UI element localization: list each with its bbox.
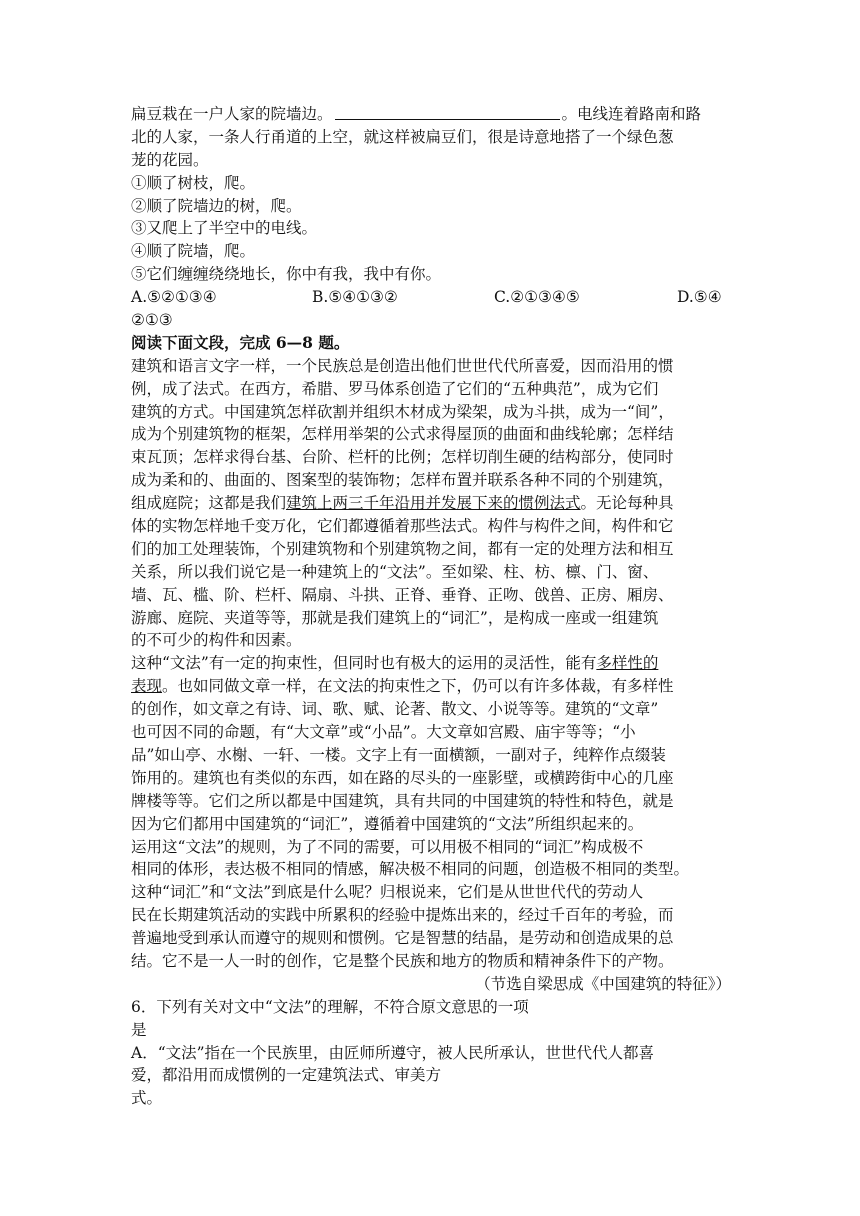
passage-line bbox=[131, 652, 731, 675]
question-6-stem-cont: 是 bbox=[131, 1020, 147, 1039]
passage-line: 例，成了法式。在西方，希腊、罗马体系创造了它们的“五种典范”，成为它们 bbox=[131, 379, 659, 398]
text: 扁豆栽在一户人家的院墙边。 bbox=[131, 105, 333, 123]
option-d-continuation: ②①③ bbox=[131, 311, 173, 330]
passage-line: 因为它们都用中国建筑的“词汇”，遵循着中国建筑的“文法”所组织起来的。 bbox=[131, 814, 644, 833]
passage-line bbox=[131, 675, 731, 698]
passage-line: 普遍地受到承认而遵守的规则和惯例。它是智慧的结晶，是劳动和创造成果的总 bbox=[131, 929, 674, 948]
option-a[interactable]: A.⑤②①③④ bbox=[131, 288, 217, 307]
text: 。电线连着路南和路 bbox=[561, 105, 702, 123]
intro-line-3: 茏的花园。 bbox=[131, 150, 209, 169]
text: 。无论每种具 bbox=[580, 494, 674, 513]
intro-item-1: ①顺了树枝，爬。 bbox=[131, 173, 256, 192]
passage-line: 相同的体形，表达极不相同的情感，解决极不相同的问题，创造极不相同的类型。 bbox=[131, 860, 690, 879]
passage-line: 结。它不是一人一时的创作，它是整个民族和地方的物质和精神条件下的产物。 bbox=[131, 951, 674, 970]
passage-line: 牌楼等等。它们之所以都是中国建筑，具有共同的中国建筑的特性和特色，就是 bbox=[131, 791, 674, 810]
answer-blank[interactable] bbox=[335, 103, 560, 120]
intro-item-2: ②顺了院墙边的树，爬。 bbox=[131, 196, 302, 215]
passage-line: 束瓦顶；怎样求得台基、台阶、栏杆的比例；怎样切削生硬的结构部分，使同时 bbox=[131, 448, 674, 467]
intro-item-4: ④顺了院墙，爬。 bbox=[131, 242, 256, 261]
underlined-phrase: 表现 bbox=[131, 677, 163, 696]
passage-line: 成为个别建筑物的框架，怎样用举架的公式求得屋顶的曲面和曲线轮廓；怎样结 bbox=[131, 425, 674, 444]
text: 。也如同做文章一样，在文法的拘束性之下，仍可以有许多体裁，有多样性 bbox=[162, 677, 674, 696]
passage-line: 饰用的。建筑也有类似的东西，如在路的尽头的一座影壁，或横跨街中心的几座 bbox=[131, 768, 674, 787]
text: （节选自梁思成《中国建筑的特征》） bbox=[475, 974, 731, 993]
source-citation bbox=[131, 973, 731, 996]
option-d[interactable]: D.⑤④ bbox=[677, 288, 722, 307]
text: 组成庭院；这都是我们 bbox=[131, 494, 287, 513]
option-c[interactable]: C.②①③④⑤ bbox=[494, 288, 580, 307]
intro-line-1 bbox=[131, 103, 731, 126]
passage-line: 建筑的方式。中国建筑怎样砍割并组织木材成为梁架，成为斗拱，成为一“间”， bbox=[131, 402, 674, 421]
intro-line-2: 北的人家，一条人行甬道的上空，就这样被扁豆们，很是诗意地搭了一个绿色葱 bbox=[131, 127, 674, 146]
passage-line: 们的加工处理装饰，个别建筑物和个别建筑物之间，都有一定的处理方法和相互 bbox=[131, 539, 674, 558]
passage-line: 品”如山亭、水榭、一轩、一楼。文字上有一面横额，一副对子，纯粹作点缀装 bbox=[131, 745, 666, 764]
option-b[interactable]: B.⑤④①③② bbox=[312, 288, 398, 307]
passage-line: 运用这“文法”的规则，为了不同的需要，可以用极不相同的“词汇”构成极不 bbox=[131, 837, 644, 856]
question-6-option-a-cont: 爱，都沿用而成惯例的一定建筑法式、审美方 bbox=[131, 1066, 442, 1085]
document-page bbox=[131, 103, 731, 1110]
passage-line: 成为柔和的、曲面的、图案型的装饰物；怎样布置并联系各种不同的个别建筑， bbox=[131, 471, 674, 490]
section-heading: 阅读下面文段，完成 6—8 题。 bbox=[131, 332, 350, 352]
passage-line: 的不可少的构件和因素。 bbox=[131, 631, 302, 650]
question-6-stem: 6．下列有关对文中“文法”的理解，不符合原文意思的一项 bbox=[131, 997, 529, 1016]
passage-line: 建筑和语言文字一样，一个民族总是创造出他们世世代代所喜爱，因而沿用的惯 bbox=[131, 356, 674, 375]
passage-line: 体的实物怎样地千变万化，它们都遵循着那些法式。构件与构件之间，构件和它 bbox=[131, 517, 674, 536]
question-6-option-a: A．“文法”指在一个民族里，由匠师所遵守，被人民所承认，世世代代人都喜 bbox=[131, 1043, 655, 1062]
passage-line bbox=[131, 492, 731, 515]
question-6-option-a-cont: 式。 bbox=[131, 1089, 163, 1108]
passage-line: 关系，所以我们说它是一种建筑上的“文法”。至如梁、柱、枋、檩、门、窗、 bbox=[131, 562, 659, 581]
passage-line: 墙、瓦、槛、阶、栏杆、隔扇、斗拱、正脊、垂脊、正吻、戗兽、正房、厢房、 bbox=[131, 585, 674, 604]
underlined-phrase: 多样性的 bbox=[596, 654, 659, 673]
text: 这种“文法”有一定的拘束性，但同时也有极大的运用的灵活性，能有 bbox=[131, 654, 597, 673]
passage-line: 的创作，如文章之有诗、词、歌、赋、论著、散文、小说等等。建筑的“文章” bbox=[131, 700, 659, 719]
answer-options bbox=[131, 286, 731, 309]
passage-line: 这种“词汇”和“文法”到底是什么呢？归根说来，它们是从世世代代的劳动人 bbox=[131, 883, 644, 902]
passage-line: 民在长期建筑活动的实践中所累积的经验中提炼出来的，经过千百年的考验，而 bbox=[131, 906, 674, 925]
passage-line: 也可因不同的命题，有“大文章”或“小品”。大文章如宫殿、庙宇等等；“小 bbox=[131, 723, 636, 742]
passage-line: 游廊、庭院、夹道等等，那就是我们建筑上的“词汇”，是构成一座或一组建筑 bbox=[131, 608, 659, 627]
underlined-phrase: 建筑上两三千年沿用并发展下来的惯例法式 bbox=[286, 494, 581, 513]
intro-item-3: ③又爬上了半空中的电线。 bbox=[131, 219, 318, 238]
intro-item-5: ⑤它们缠缠绕绕地长，你中有我，我中有你。 bbox=[131, 265, 442, 284]
